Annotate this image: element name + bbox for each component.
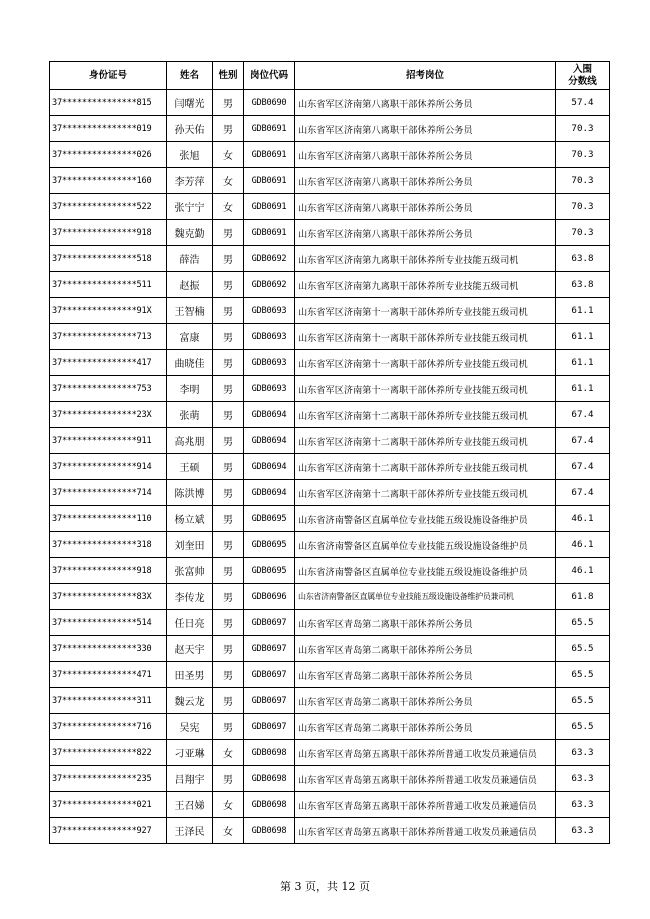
table-row	[50, 766, 610, 792]
results-table	[49, 61, 610, 844]
name-cell: 陈洪博	[167, 480, 213, 506]
id-cell: 37***************110	[50, 506, 167, 532]
header-score-line1: 入围	[572, 63, 592, 75]
post-cell: 山东省军区济南第十一离职干部休养所专业技能五级司机	[295, 298, 556, 324]
score-cell: 65.5	[556, 610, 610, 636]
table-row	[50, 90, 610, 116]
post-cell: 山东省军区青岛第五离职干部休养所普通工收发员兼通信员	[295, 740, 556, 766]
gender-cell: 男	[213, 90, 244, 116]
table-row	[50, 350, 610, 376]
code-cell: GDB0698	[244, 766, 295, 792]
score-cell: 65.5	[556, 714, 610, 740]
code-cell: GDB0698	[244, 740, 295, 766]
post-cell: 山东省军区济南第八离职干部休养所公务员	[295, 168, 556, 194]
table-row	[50, 610, 610, 636]
post-cell: 山东省军区济南第十二离职干部休养所专业技能五级司机	[295, 402, 556, 428]
id-cell: 37***************417	[50, 350, 167, 376]
header-code: 岗位代码	[244, 62, 295, 90]
header-post: 招考岗位	[295, 62, 556, 90]
table-row	[50, 220, 610, 246]
gender-cell: 男	[213, 350, 244, 376]
post-cell: 山东省军区济南第十二离职干部休养所专业技能五级司机	[295, 428, 556, 454]
code-cell: GDB0694	[244, 480, 295, 506]
name-cell: 张萌	[167, 402, 213, 428]
code-cell: GDB0693	[244, 298, 295, 324]
table-body	[50, 90, 610, 844]
score-cell: 46.1	[556, 506, 610, 532]
post-cell: 山东省军区济南第八离职干部休养所公务员	[295, 116, 556, 142]
id-cell: 37***************753	[50, 376, 167, 402]
name-cell: 杨立斌	[167, 506, 213, 532]
score-cell: 70.3	[556, 142, 610, 168]
score-cell: 63.3	[556, 792, 610, 818]
score-cell: 46.1	[556, 558, 610, 584]
table-row	[50, 194, 610, 220]
gender-cell: 男	[213, 480, 244, 506]
name-cell: 魏克勤	[167, 220, 213, 246]
table-row	[50, 142, 610, 168]
gender-cell: 男	[213, 246, 244, 272]
code-cell: GDB0691	[244, 142, 295, 168]
id-cell: 37***************021	[50, 792, 167, 818]
score-cell: 67.4	[556, 454, 610, 480]
gender-cell: 男	[213, 714, 244, 740]
code-cell: GDB0696	[244, 584, 295, 610]
post-cell: 山东省军区青岛第五离职干部休养所普通工收发员兼通信员	[295, 766, 556, 792]
name-cell: 王召娣	[167, 792, 213, 818]
score-cell: 57.4	[556, 90, 610, 116]
post-cell: 山东省军区青岛第二离职干部休养所公务员	[295, 636, 556, 662]
name-cell: 吕翔宇	[167, 766, 213, 792]
code-cell: GDB0695	[244, 558, 295, 584]
id-cell: 37***************911	[50, 428, 167, 454]
post-cell: 山东省军区济南第八离职干部休养所公务员	[295, 142, 556, 168]
post-cell: 山东省军区济南第十一离职干部休养所专业技能五级司机	[295, 376, 556, 402]
code-cell: GDB0697	[244, 662, 295, 688]
score-cell: 61.1	[556, 324, 610, 350]
gender-cell: 女	[213, 142, 244, 168]
gender-cell: 男	[213, 532, 244, 558]
id-cell: 37***************23X	[50, 402, 167, 428]
code-cell: GDB0691	[244, 220, 295, 246]
gender-cell: 男	[213, 116, 244, 142]
score-cell: 67.4	[556, 402, 610, 428]
name-cell: 刘奎田	[167, 532, 213, 558]
table-row	[50, 506, 610, 532]
name-cell: 魏云龙	[167, 688, 213, 714]
id-cell: 37***************914	[50, 454, 167, 480]
score-cell: 63.3	[556, 740, 610, 766]
table-row	[50, 428, 610, 454]
code-cell: GDB0691	[244, 194, 295, 220]
table-row	[50, 714, 610, 740]
id-cell: 37***************019	[50, 116, 167, 142]
table-row	[50, 636, 610, 662]
gender-cell: 男	[213, 402, 244, 428]
name-cell: 富康	[167, 324, 213, 350]
id-cell: 37***************713	[50, 324, 167, 350]
gender-cell: 男	[213, 506, 244, 532]
header-name: 姓名	[167, 62, 213, 90]
table-row	[50, 454, 610, 480]
score-cell: 61.1	[556, 350, 610, 376]
id-cell: 37***************518	[50, 246, 167, 272]
id-cell: 37***************311	[50, 688, 167, 714]
code-cell: GDB0698	[244, 792, 295, 818]
name-cell: 高兆朋	[167, 428, 213, 454]
gender-cell: 男	[213, 688, 244, 714]
id-cell: 37***************918	[50, 558, 167, 584]
table-row	[50, 116, 610, 142]
gender-cell: 女	[213, 168, 244, 194]
gender-cell: 女	[213, 818, 244, 844]
id-cell: 37***************91X	[50, 298, 167, 324]
post-cell: 山东省军区济南第十二离职干部休养所专业技能五级司机	[295, 480, 556, 506]
gender-cell: 男	[213, 558, 244, 584]
code-cell: GDB0697	[244, 610, 295, 636]
page-footer: 第 3 页，共 12 页	[280, 880, 370, 893]
post-cell: 山东省军区济南第十一离职干部休养所专业技能五级司机	[295, 350, 556, 376]
score-cell: 63.3	[556, 818, 610, 844]
name-cell: 孙天佑	[167, 116, 213, 142]
post-cell: 山东省军区青岛第二离职干部休养所公务员	[295, 688, 556, 714]
code-cell: GDB0690	[244, 90, 295, 116]
table-row	[50, 688, 610, 714]
id-cell: 37***************522	[50, 194, 167, 220]
score-cell: 61.1	[556, 298, 610, 324]
name-cell: 赵天宇	[167, 636, 213, 662]
table-row	[50, 324, 610, 350]
name-cell: 张旭	[167, 142, 213, 168]
name-cell: 曲晓佳	[167, 350, 213, 376]
id-cell: 37***************471	[50, 662, 167, 688]
post-cell: 山东省军区青岛第二离职干部休养所公务员	[295, 610, 556, 636]
code-cell: GDB0697	[244, 688, 295, 714]
post-cell: 山东省军区济南第九离职干部休养所专业技能五级司机	[295, 272, 556, 298]
code-cell: GDB0692	[244, 272, 295, 298]
code-cell: GDB0691	[244, 116, 295, 142]
name-cell: 赵振	[167, 272, 213, 298]
score-cell: 63.8	[556, 246, 610, 272]
gender-cell: 男	[213, 298, 244, 324]
score-cell: 65.5	[556, 688, 610, 714]
post-cell: 山东省军区济南第八离职干部休养所公务员	[295, 220, 556, 246]
table-row	[50, 298, 610, 324]
header-score	[556, 62, 610, 90]
post-cell: 山东省军区青岛第五离职干部休养所普通工收发员兼通信员	[295, 792, 556, 818]
id-cell: 37***************235	[50, 766, 167, 792]
code-cell: GDB0694	[244, 402, 295, 428]
post-cell: 山东省军区济南第十二离职干部休养所专业技能五级司机	[295, 454, 556, 480]
id-cell: 37***************83X	[50, 584, 167, 610]
code-cell: GDB0695	[244, 532, 295, 558]
code-cell: GDB0693	[244, 376, 295, 402]
table-row	[50, 376, 610, 402]
table-row	[50, 740, 610, 766]
name-cell: 李明	[167, 376, 213, 402]
id-cell: 37***************716	[50, 714, 167, 740]
code-cell: GDB0693	[244, 350, 295, 376]
name-cell: 闫曙光	[167, 90, 213, 116]
gender-cell: 男	[213, 220, 244, 246]
code-cell: GDB0694	[244, 454, 295, 480]
gender-cell: 女	[213, 792, 244, 818]
score-cell: 70.3	[556, 194, 610, 220]
table-row	[50, 584, 610, 610]
code-cell: GDB0697	[244, 636, 295, 662]
id-cell: 37***************318	[50, 532, 167, 558]
name-cell: 吴宪	[167, 714, 213, 740]
name-cell: 任日亮	[167, 610, 213, 636]
id-cell: 37***************330	[50, 636, 167, 662]
gender-cell: 男	[213, 662, 244, 688]
id-cell: 37***************511	[50, 272, 167, 298]
id-cell: 37***************918	[50, 220, 167, 246]
id-cell: 37***************026	[50, 142, 167, 168]
gender-cell: 男	[213, 454, 244, 480]
table-row	[50, 558, 610, 584]
score-cell: 70.3	[556, 168, 610, 194]
post-cell: 山东省军区济南第九离职干部休养所专业技能五级司机	[295, 246, 556, 272]
post-cell: 山东省济南警备区直属单位专业技能五级设施设备维护员	[295, 558, 556, 584]
gender-cell: 男	[213, 324, 244, 350]
score-cell: 63.3	[556, 766, 610, 792]
post-cell: 山东省济南警备区直属单位专业技能五级设施设备维护员	[295, 532, 556, 558]
id-cell: 37***************815	[50, 90, 167, 116]
code-cell: GDB0695	[244, 506, 295, 532]
id-cell: 37***************714	[50, 480, 167, 506]
name-cell: 李传龙	[167, 584, 213, 610]
post-cell: 山东省军区青岛第二离职干部休养所公务员	[295, 714, 556, 740]
header-score-line2: 分数线	[568, 75, 597, 87]
gender-cell: 女	[213, 740, 244, 766]
score-cell: 65.5	[556, 662, 610, 688]
score-cell: 63.8	[556, 272, 610, 298]
gender-cell: 男	[213, 272, 244, 298]
table-row	[50, 168, 610, 194]
table-row	[50, 662, 610, 688]
gender-cell: 男	[213, 584, 244, 610]
name-cell: 王泽民	[167, 818, 213, 844]
id-cell: 37***************927	[50, 818, 167, 844]
gender-cell: 男	[213, 610, 244, 636]
gender-cell: 男	[213, 428, 244, 454]
id-cell: 37***************160	[50, 168, 167, 194]
name-cell: 张富帅	[167, 558, 213, 584]
code-cell: GDB0691	[244, 168, 295, 194]
code-cell: GDB0693	[244, 324, 295, 350]
table-row	[50, 246, 610, 272]
score-cell: 67.4	[556, 428, 610, 454]
score-cell: 70.3	[556, 220, 610, 246]
code-cell: GDB0692	[244, 246, 295, 272]
post-cell: 山东省军区济南第八离职干部休养所公务员	[295, 194, 556, 220]
table-row	[50, 480, 610, 506]
score-cell: 70.3	[556, 116, 610, 142]
score-cell: 46.1	[556, 532, 610, 558]
header-row	[50, 62, 610, 90]
name-cell: 张宁宁	[167, 194, 213, 220]
name-cell: 刁亚琳	[167, 740, 213, 766]
gender-cell: 男	[213, 636, 244, 662]
name-cell: 李芳萍	[167, 168, 213, 194]
code-cell: GDB0697	[244, 714, 295, 740]
code-cell: GDB0694	[244, 428, 295, 454]
score-cell: 61.8	[556, 584, 610, 610]
header-gender: 性别	[213, 62, 244, 90]
table-row	[50, 272, 610, 298]
gender-cell: 女	[213, 194, 244, 220]
name-cell: 田圣男	[167, 662, 213, 688]
name-cell: 王硕	[167, 454, 213, 480]
name-cell: 王智楠	[167, 298, 213, 324]
post-cell: 山东省济南警备区直属单位专业技能五级设施设备维护员兼司机	[295, 584, 556, 610]
post-cell: 山东省军区青岛第五离职干部休养所普通工收发员兼通信员	[295, 818, 556, 844]
table-row	[50, 792, 610, 818]
score-cell: 61.1	[556, 376, 610, 402]
score-cell: 65.5	[556, 636, 610, 662]
name-cell: 薛浩	[167, 246, 213, 272]
gender-cell: 男	[213, 766, 244, 792]
score-cell: 67.4	[556, 480, 610, 506]
post-cell: 山东省济南警备区直属单位专业技能五级设施设备维护员	[295, 506, 556, 532]
post-cell: 山东省军区济南第十一离职干部休养所专业技能五级司机	[295, 324, 556, 350]
gender-cell: 男	[213, 376, 244, 402]
code-cell: GDB0698	[244, 818, 295, 844]
table-row	[50, 402, 610, 428]
table-row	[50, 532, 610, 558]
header-id: 身份证号	[50, 62, 167, 90]
post-cell: 山东省军区济南第八离职干部休养所公务员	[295, 90, 556, 116]
table-row	[50, 818, 610, 844]
id-cell: 37***************822	[50, 740, 167, 766]
id-cell: 37***************514	[50, 610, 167, 636]
post-cell: 山东省军区青岛第二离职干部休养所公务员	[295, 662, 556, 688]
